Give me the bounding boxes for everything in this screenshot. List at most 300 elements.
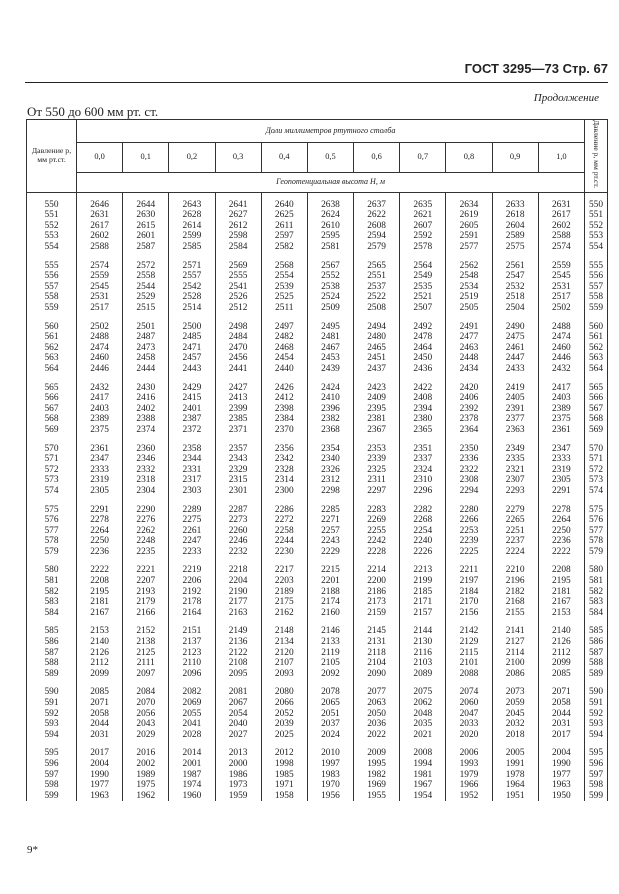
table-row [27, 332, 608, 343]
height-cell: 2392 [446, 404, 492, 415]
height-cell: 2228 [354, 547, 400, 558]
table-row [27, 292, 608, 303]
pressure-cell-left: 565 [27, 375, 77, 394]
height-cell: 2500 [169, 314, 215, 333]
height-cell: 2611 [261, 221, 307, 232]
height-cell: 2364 [446, 425, 492, 436]
height-cell: 2601 [123, 231, 169, 242]
height-cell: 2377 [492, 414, 538, 425]
height-cell: 1955 [354, 791, 400, 802]
pressure-cell-right: 555 [585, 253, 608, 272]
height-cell: 2018 [492, 730, 538, 741]
pressure-cell-right: 589 [585, 669, 608, 680]
height-cell: 2185 [400, 587, 446, 598]
table-row [27, 526, 608, 537]
height-cell: 2133 [307, 637, 353, 648]
height-cell: 2518 [492, 292, 538, 303]
height-cell: 2547 [492, 271, 538, 282]
height-cell: 2512 [215, 303, 261, 314]
height-cell: 2097 [123, 669, 169, 680]
height-cell: 2589 [492, 231, 538, 242]
pressure-cell-left: 554 [27, 242, 77, 253]
height-cell: 2112 [538, 648, 584, 659]
height-cell: 2196 [492, 576, 538, 587]
height-cell: 1987 [169, 770, 215, 781]
table-row [27, 314, 608, 333]
height-cell: 2381 [354, 414, 400, 425]
height-cell: 1993 [446, 759, 492, 770]
height-cell: 2041 [169, 719, 215, 730]
pressure-cell-left: 593 [27, 719, 77, 730]
table-row [27, 343, 608, 354]
pressure-cell-right: 578 [585, 536, 608, 547]
height-cell: 1963 [77, 791, 123, 802]
height-cell: 2115 [446, 648, 492, 659]
height-cell: 2125 [123, 648, 169, 659]
table-row [27, 515, 608, 526]
height-cell: 2286 [261, 497, 307, 516]
pressure-cell-right: 563 [585, 353, 608, 364]
height-cell: 2213 [400, 557, 446, 576]
height-cell: 2054 [215, 709, 261, 720]
table-row [27, 719, 608, 730]
table-row [27, 375, 608, 394]
table-row [27, 608, 608, 619]
height-cell: 2025 [261, 730, 307, 741]
pressure-cell-right: 588 [585, 658, 608, 669]
pressure-cell-right: 550 [585, 192, 608, 210]
height-cell: 2037 [307, 719, 353, 730]
pressure-cell-right: 596 [585, 759, 608, 770]
height-cell: 2374 [123, 425, 169, 436]
height-cell: 2071 [538, 679, 584, 698]
right-pressure-header: Давление p, мм рт.ст. [585, 120, 608, 193]
height-cell: 1994 [400, 759, 446, 770]
height-cell: 2164 [169, 608, 215, 619]
height-cell: 2447 [492, 353, 538, 364]
height-cell: 2107 [261, 658, 307, 669]
pressure-cell-left: 585 [27, 618, 77, 637]
height-cell: 2357 [215, 436, 261, 455]
height-cell: 2515 [123, 303, 169, 314]
height-cell: 2375 [538, 414, 584, 425]
height-cell: 2446 [77, 364, 123, 375]
height-cell: 2000 [215, 759, 261, 770]
pressure-cell-left: 578 [27, 536, 77, 547]
height-cell: 1967 [400, 780, 446, 791]
height-cell: 2207 [123, 576, 169, 587]
height-cell: 2517 [77, 303, 123, 314]
height-cell: 2029 [123, 730, 169, 741]
height-cell: 2290 [123, 497, 169, 516]
height-cell: 2069 [169, 698, 215, 709]
left-pressure-header: Давление p, мм рт.ст. [27, 120, 77, 193]
height-cell: 2278 [77, 515, 123, 526]
height-cell: 2588 [538, 231, 584, 242]
height-cell: 1986 [215, 770, 261, 781]
pressure-cell-left: 580 [27, 557, 77, 576]
height-cell: 2136 [215, 637, 261, 648]
pressure-cell-left: 558 [27, 292, 77, 303]
page-number-label: Стр. 67 [562, 61, 608, 76]
height-cell: 2378 [446, 414, 492, 425]
height-cell: 2568 [261, 253, 307, 272]
height-cell: 2178 [169, 597, 215, 608]
pressure-cell-right: 573 [585, 475, 608, 486]
height-cell: 2399 [215, 404, 261, 415]
height-cell: 2080 [261, 679, 307, 698]
height-cell: 2615 [123, 221, 169, 232]
height-cell: 2574 [538, 242, 584, 253]
fraction-header: 0,7 [400, 143, 446, 172]
height-cell: 2333 [538, 454, 584, 465]
table-row [27, 414, 608, 425]
height-cell: 2333 [77, 465, 123, 476]
height-cell: 2631 [77, 210, 123, 221]
height-cell: 2538 [307, 282, 353, 293]
continuation-label: Продолжение [533, 92, 599, 104]
height-cell: 2545 [538, 271, 584, 282]
height-cell: 2572 [123, 253, 169, 272]
height-cell: 2480 [354, 332, 400, 343]
height-cell: 1956 [307, 791, 353, 802]
height-cell: 2509 [307, 303, 353, 314]
table-row [27, 709, 608, 720]
height-cell: 2624 [307, 210, 353, 221]
height-cell: 2111 [123, 658, 169, 669]
fraction-header: 0,0 [77, 143, 123, 172]
pressure-cell-right: 564 [585, 364, 608, 375]
height-cell: 2173 [354, 597, 400, 608]
height-cell: 2282 [400, 497, 446, 516]
height-cell: 2382 [307, 414, 353, 425]
table-row [27, 618, 608, 637]
pressure-cell-right: 572 [585, 465, 608, 476]
pressure-cell-right: 554 [585, 242, 608, 253]
height-cell: 2301 [215, 486, 261, 497]
height-cell: 1995 [354, 759, 400, 770]
pressure-cell-left: 592 [27, 709, 77, 720]
pressure-cell-right: 569 [585, 425, 608, 436]
height-cell: 2391 [492, 404, 538, 415]
height-cell: 2423 [354, 375, 400, 394]
table-row [27, 791, 608, 802]
height-cell: 2058 [538, 698, 584, 709]
table-row [27, 730, 608, 741]
height-cell: 2100 [492, 658, 538, 669]
height-cell: 2276 [123, 515, 169, 526]
height-cell: 2416 [123, 393, 169, 404]
height-cell: 2197 [446, 576, 492, 587]
height-cell: 2511 [261, 303, 307, 314]
pressure-cell-right: 571 [585, 454, 608, 465]
height-cell: 2368 [307, 425, 353, 436]
height-cell: 2167 [77, 608, 123, 619]
height-cell: 2614 [169, 221, 215, 232]
height-cell: 2569 [215, 253, 261, 272]
height-cell: 2492 [400, 314, 446, 333]
pressure-cell-left: 581 [27, 576, 77, 587]
height-cell: 2229 [307, 547, 353, 558]
pressure-cell-left: 595 [27, 740, 77, 759]
height-cell: 2153 [77, 618, 123, 637]
height-cell: 2144 [400, 618, 446, 637]
height-cell: 2579 [354, 242, 400, 253]
table-row [27, 597, 608, 608]
height-cell: 2043 [123, 719, 169, 730]
table-row [27, 475, 608, 486]
height-cell: 2541 [215, 282, 261, 293]
height-cell: 2578 [400, 242, 446, 253]
table-row [27, 648, 608, 659]
pressure-cell-left: 572 [27, 465, 77, 476]
height-cell: 2370 [261, 425, 307, 436]
pressure-cell-left: 584 [27, 608, 77, 619]
height-cell: 2291 [77, 497, 123, 516]
fraction-header: 0,5 [307, 143, 353, 172]
table-body [27, 192, 608, 801]
height-cell: 1951 [492, 791, 538, 802]
height-cell: 1977 [77, 780, 123, 791]
height-cell: 2443 [169, 364, 215, 375]
height-cell: 2001 [169, 759, 215, 770]
height-cell: 2250 [538, 526, 584, 537]
fraction-header: 1,0 [538, 143, 584, 172]
height-cell: 2060 [446, 698, 492, 709]
height-cell: 2305 [538, 475, 584, 486]
height-cell: 2130 [400, 637, 446, 648]
pressure-cell-left: 568 [27, 414, 77, 425]
pressure-cell-right: 593 [585, 719, 608, 730]
height-cell: 2474 [77, 343, 123, 354]
height-cell: 2475 [492, 332, 538, 343]
height-cell: 2478 [400, 332, 446, 343]
height-cell: 2644 [123, 192, 169, 210]
height-cell: 2236 [77, 547, 123, 558]
height-cell: 2424 [307, 375, 353, 394]
pressure-cell-left: 589 [27, 669, 77, 680]
height-cell: 2186 [354, 587, 400, 598]
table-row [27, 780, 608, 791]
height-cell: 2141 [492, 618, 538, 637]
height-cell: 2110 [169, 658, 215, 669]
pressure-cell-left: 566 [27, 393, 77, 404]
height-cell: 2044 [538, 709, 584, 720]
height-cell: 2112 [77, 658, 123, 669]
height-cell: 2465 [354, 343, 400, 354]
height-cell: 2017 [77, 740, 123, 759]
table-row [27, 497, 608, 516]
height-cell: 2324 [400, 465, 446, 476]
height-cell: 2490 [492, 314, 538, 333]
height-cell: 2285 [307, 497, 353, 516]
height-cell: 2077 [354, 679, 400, 698]
height-cell: 2610 [307, 221, 353, 232]
table-row [27, 536, 608, 547]
height-cell: 2617 [77, 221, 123, 232]
height-cell: 2005 [492, 740, 538, 759]
height-cell: 2048 [400, 709, 446, 720]
height-cell: 2460 [77, 353, 123, 364]
pressure-cell-left: 574 [27, 486, 77, 497]
pressure-cell-left: 559 [27, 303, 77, 314]
table-row [27, 231, 608, 242]
height-cell: 2070 [123, 698, 169, 709]
pressure-cell-left: 569 [27, 425, 77, 436]
height-cell: 2149 [215, 618, 261, 637]
height-cell: 2258 [261, 526, 307, 537]
height-cell: 2401 [169, 404, 215, 415]
height-cell: 2304 [123, 486, 169, 497]
height-cell: 2099 [538, 658, 584, 669]
height-cell: 2477 [446, 332, 492, 343]
height-cell: 2389 [538, 404, 584, 415]
height-cell: 2528 [169, 292, 215, 303]
height-cell: 2184 [446, 587, 492, 598]
height-cell: 2066 [261, 698, 307, 709]
height-cell: 2017 [538, 730, 584, 741]
height-cell: 2577 [446, 242, 492, 253]
page-header [448, 61, 608, 76]
pressure-cell-right: 585 [585, 618, 608, 637]
height-cell: 2230 [261, 547, 307, 558]
height-cell: 2081 [215, 679, 261, 698]
height-cell: 1950 [538, 791, 584, 802]
height-cell: 2074 [446, 679, 492, 698]
height-cell: 2451 [354, 353, 400, 364]
height-cell: 1960 [169, 791, 215, 802]
height-cell: 2151 [169, 618, 215, 637]
height-cell: 2410 [307, 393, 353, 404]
height-cell: 2403 [538, 393, 584, 404]
height-cell: 2269 [354, 515, 400, 526]
height-cell: 2006 [446, 740, 492, 759]
height-cell: 2232 [215, 547, 261, 558]
height-cell: 2562 [446, 253, 492, 272]
height-cell: 2221 [123, 557, 169, 576]
pressure-cell-left: 571 [27, 454, 77, 465]
height-cell: 2240 [400, 536, 446, 547]
height-cell: 2058 [77, 709, 123, 720]
height-cell: 1954 [400, 791, 446, 802]
pressure-cell-right: 577 [585, 526, 608, 537]
height-cell: 2257 [307, 526, 353, 537]
height-cell: 2129 [446, 637, 492, 648]
height-cell: 2217 [261, 557, 307, 576]
height-cell: 2332 [123, 465, 169, 476]
height-cell: 2101 [446, 658, 492, 669]
pressure-cell-left: 561 [27, 332, 77, 343]
height-cell: 2634 [446, 192, 492, 210]
height-cell: 1991 [492, 759, 538, 770]
pressure-cell-right: 598 [585, 780, 608, 791]
height-cell: 2641 [215, 192, 261, 210]
height-cell: 2473 [123, 343, 169, 354]
height-cell: 2372 [169, 425, 215, 436]
height-cell: 2544 [123, 282, 169, 293]
height-cell: 2218 [215, 557, 261, 576]
pressure-cell-left: 573 [27, 475, 77, 486]
pressure-cell-right: 552 [585, 221, 608, 232]
height-cell: 2602 [538, 221, 584, 232]
height-cell: 2448 [446, 353, 492, 364]
height-cell: 2251 [492, 526, 538, 537]
pressure-cell-right: 568 [585, 414, 608, 425]
pressure-cell-left: 563 [27, 353, 77, 364]
height-cell: 2474 [538, 332, 584, 343]
height-cell: 2322 [446, 465, 492, 476]
height-cell: 2126 [538, 637, 584, 648]
height-cell: 2347 [538, 436, 584, 455]
height-cell: 2356 [261, 436, 307, 455]
height-cell: 2208 [77, 576, 123, 587]
height-cell: 2432 [538, 364, 584, 375]
height-cell: 2457 [169, 353, 215, 364]
height-cell: 2315 [215, 475, 261, 486]
height-cell: 2439 [307, 364, 353, 375]
height-cell: 1998 [261, 759, 307, 770]
height-cell: 1962 [123, 791, 169, 802]
height-cell: 2495 [307, 314, 353, 333]
height-cell: 2192 [169, 587, 215, 598]
height-cell: 2239 [446, 536, 492, 547]
pressure-cell-right: 591 [585, 698, 608, 709]
height-cell: 2152 [123, 618, 169, 637]
height-cell: 2481 [307, 332, 353, 343]
height-cell: 1975 [123, 780, 169, 791]
height-cell: 2331 [169, 465, 215, 476]
height-cell: 2140 [538, 618, 584, 637]
height-cell: 2193 [123, 587, 169, 598]
height-cell: 2190 [215, 587, 261, 598]
pressure-cell-left: 598 [27, 780, 77, 791]
height-cell: 2056 [123, 709, 169, 720]
height-cell: 2502 [77, 314, 123, 333]
table-row [27, 486, 608, 497]
height-cell: 2539 [261, 282, 307, 293]
height-cell: 2307 [492, 475, 538, 486]
fraction-group-header: Доли миллиметров ртутного столба [77, 120, 585, 143]
height-cell: 2591 [446, 231, 492, 242]
height-cell: 2450 [400, 353, 446, 364]
height-cell: 2317 [169, 475, 215, 486]
height-cell: 2605 [446, 221, 492, 232]
height-cell: 2567 [307, 253, 353, 272]
height-cell: 2170 [446, 597, 492, 608]
table-row [27, 454, 608, 465]
height-cell: 2441 [215, 364, 261, 375]
height-cell: 2275 [169, 515, 215, 526]
pressure-cell-right: 561 [585, 332, 608, 343]
height-cell: 2325 [354, 465, 400, 476]
height-cell: 1952 [446, 791, 492, 802]
height-cell: 2468 [261, 343, 307, 354]
pressure-cell-right: 599 [585, 791, 608, 802]
fraction-header: 0,4 [261, 143, 307, 172]
height-cell: 1977 [538, 770, 584, 781]
height-cell: 2271 [307, 515, 353, 526]
height-cell: 2016 [123, 740, 169, 759]
height-cell: 2177 [215, 597, 261, 608]
height-cell: 1997 [307, 759, 353, 770]
height-cell: 2531 [538, 282, 584, 293]
height-cell: 2361 [77, 436, 123, 455]
pressure-cell-left: 582 [27, 587, 77, 598]
height-cell: 2504 [492, 303, 538, 314]
height-cell: 2247 [169, 536, 215, 547]
height-cell: 2105 [307, 658, 353, 669]
height-cell: 2199 [400, 576, 446, 587]
